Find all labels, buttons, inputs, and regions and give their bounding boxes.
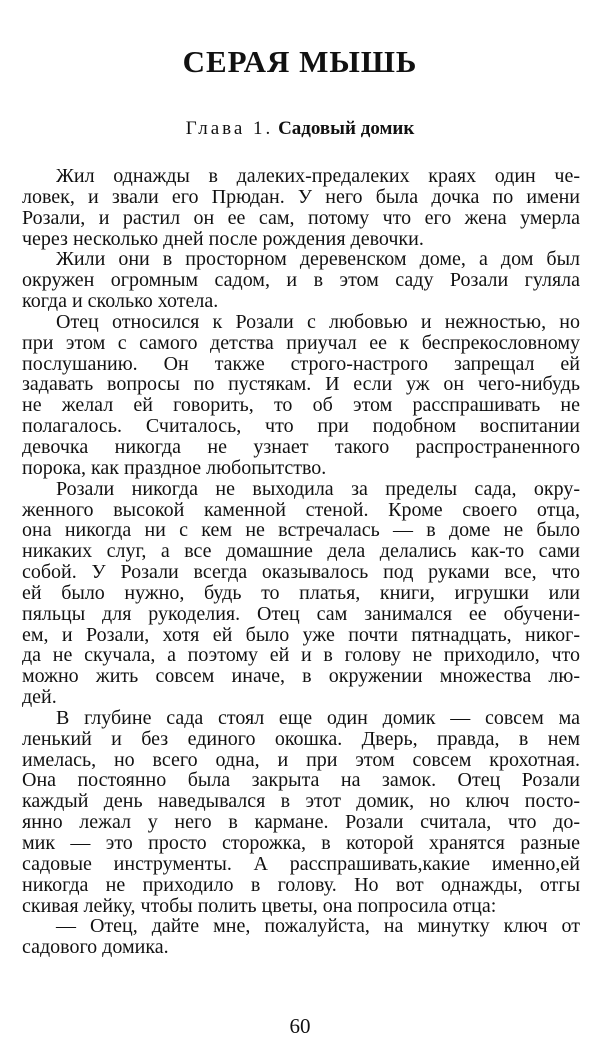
text-line: садового домика. [22, 936, 169, 959]
story-title: СЕРАЯ МЫШЬ [182, 44, 418, 79]
text-line: ловек, и звали его Прюдан. У него была дочка по имени [22, 185, 580, 208]
text-line: послушанию. Он также строго-настрого запрещал ей [22, 352, 580, 375]
text-line: Отец относился к Розали с любовью и нежностью, но [56, 310, 580, 333]
text-line: Розали, и растил он ее сам, потому что его жена умерла [22, 206, 580, 229]
text-line: В глубине сада стоял еще один домик — совсем ма [56, 706, 580, 729]
text-line: пяльцы для рукоделия. Отец сам занимался ее обучени- [22, 602, 580, 625]
paragraph [22, 249, 580, 312]
text-line: никаких слуг, а все домашние дела делались как-то сами [22, 540, 580, 563]
paragraph [22, 312, 580, 479]
text-line: никогда не приходило в голову. Но вот однажды, отгы [22, 873, 580, 896]
text-line: собой. У Розали всегда оказывалось под руками все, что [22, 561, 580, 584]
paragraph [22, 166, 580, 249]
chapter-label: Глава 1. [185, 118, 274, 139]
text-line: дей. [22, 686, 57, 709]
text-line: задавать вопросы по пустякам. И если уж он чего-нибудь [22, 373, 580, 396]
paragraph [22, 916, 580, 958]
text-line: Жили они в просторном деревенском доме, а дом был [56, 248, 580, 271]
text-line: при этом с самого детства приучал ее к беспрекословному [22, 331, 580, 354]
text-line: ем, и Розали, хотя ей было уже почти пятнадцать, никог- [22, 623, 580, 646]
text-line: мик — это просто сторожка, в которой хранятся разные [22, 832, 580, 854]
text-line: окружен огромным садом, и в этом саду Розали гуляла [22, 269, 580, 292]
chapter-name: Садовый домик [278, 118, 415, 139]
text-line: через несколько дней после рождения девочки. [22, 227, 424, 250]
text-line: ей было нужно, будь то платья, книги, игрушки или [22, 581, 580, 604]
text-line: полагалось. Считалось, что при подобном воспитании [22, 415, 580, 438]
text-line: женного высокой каменной стеной. Кроме своего отца, [22, 498, 580, 521]
text-line: садовые инструменты. А расспрашивать,какие именно,ей [22, 852, 580, 875]
text-line: скивая лейку, чтобы полить цветы, она попросила отца: [22, 894, 497, 917]
text-line: девочка никогда не узнает такого распространенного [22, 435, 580, 458]
paragraph [22, 708, 580, 916]
chapter-heading [0, 118, 600, 140]
page-number: 60 [289, 1014, 311, 1038]
text-line: — Отец, дайте мне, пожалуйста, на минутку ключ от [56, 915, 580, 938]
text-line: каждый день наведывался в этот домик, но ключ посто- [22, 790, 580, 813]
text-line: янно лежал у него в кармане. Розали считала, что до- [22, 811, 580, 834]
text-line: не желал ей говорить, то об этом расспрашивать не [22, 394, 580, 417]
text-line: можно жить совсем иначе, в окружении множества лю- [22, 665, 580, 688]
paragraph [22, 479, 580, 708]
text-line: Она постоянно была закрыта на замок. Отец Розали [22, 769, 580, 792]
text-line: когда и сколько хотела. [22, 290, 219, 313]
text-line: да не скучала, а поэтому ей и в голову не приходило, что [22, 644, 580, 667]
text-line: она никогда ни с кем не встречалась — в доме не было [22, 519, 580, 542]
body-text [22, 166, 580, 958]
text-line: порока, как праздное любопытство. [22, 456, 327, 479]
text-line: Жил однажды в далеких-предалеких краях один че- [56, 165, 580, 187]
text-line: Розали никогда не выходила за пределы сада, окру- [56, 477, 580, 500]
text-line: ленький и без единого окошка. Дверь, правда, в нем [22, 727, 580, 750]
text-line: имелась, но всего одна, и при этом совсем крохотная. [22, 748, 580, 771]
